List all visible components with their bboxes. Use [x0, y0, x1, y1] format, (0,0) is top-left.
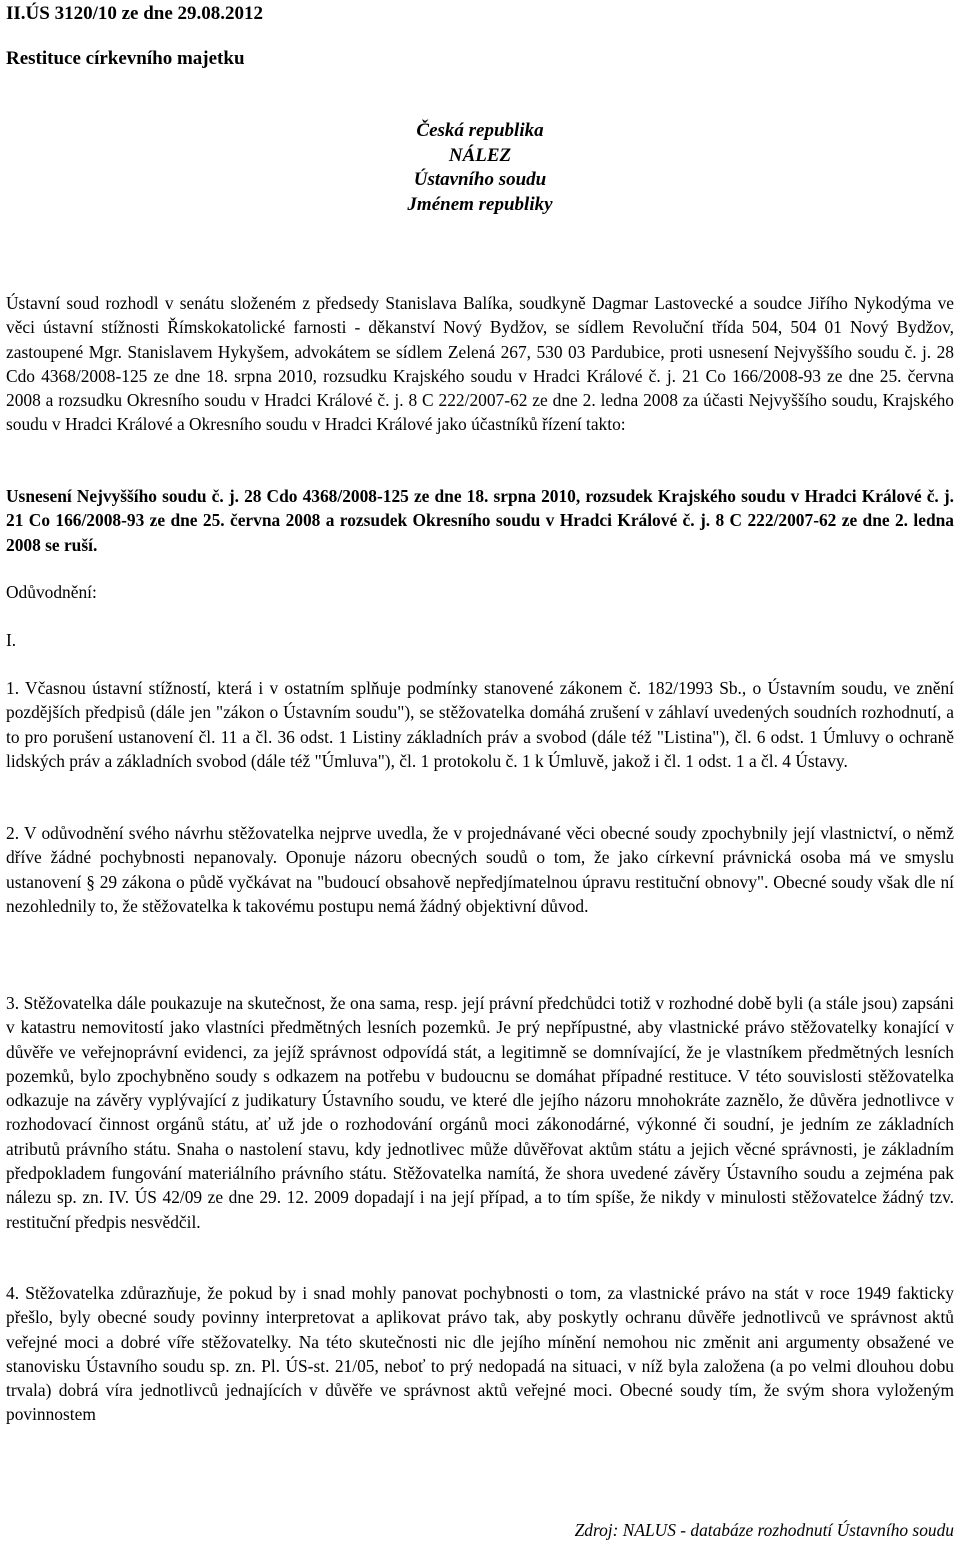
case-reference: II.ÚS 3120/10 ze dne 29.08.2012 [6, 3, 264, 24]
heading-country: Česká republika [416, 120, 544, 141]
verdict-paragraph: Usnesení Nejvyššího soudu č. j. 28 Cdo 4368/2008-125 ze dne 18. srpna 2010, rozsudek Krajského soudu v Hradci Králové č. j. 21 Co 166/2008-93 ze dne 25. června 2008 a rozsudek Okresního soudu v Hradci Králové č. j. 8 C 222/2007-62 ze dne 2. ledna 2008 se ruší. [6, 486, 954, 555]
document-title: Restituce církevního majetku [6, 48, 245, 69]
ruling-heading [6, 119, 954, 217]
intro-paragraph: Ústavní soud rozhodl v senátu složeném z předsedy Stanislava Balíka, soudkyně Dagmar Lastovecké a soudce Jiřího Nykodýma ve věci ústavní stížnosti Římskokatolické farnosti - děkanství Nový Bydžov, se sídlem Revoluční třída 504, 504 01 Nový Bydžov, zastoupené Mgr. Stanislavem Hykyšem, advokátem se sídlem Zelená 267, 530 03 Pardubice, proti usnesení Nejvyššího soudu č. j. 28 Cdo 4368/2008-125 ze dne 18. srpna 2010, rozsudku Krajského soudu v Hradci Králové č. j. 21 Co 166/2008-93 ze dne 25. června 2008 a rozsudku Okresního soudu v Hradci Králové č. j. 8 C 222/2007-62 ze dne 2. ledna 2008 za účasti Nejvyššího soudu, Krajského soudu v Hradci Králové a Okresního soudu v Hradci Králové jako účastníků řízení takto: [6, 293, 954, 435]
source-footer: Zdroj: NALUS - databáze rozhodnutí Ústavního soudu [574, 1520, 954, 1540]
heading-type: NÁLEZ [448, 144, 512, 166]
document-page [6, 0, 954, 1545]
paragraph-1: 1. Včasnou ústavní stížností, která i v ostatním splňuje podmínky stanovené zákonem č. 182/1993 Sb., o Ústavním soudu, ve znění pozdějších předpisů (dále jen "zákon o Ústavním soudu"), se stěžovatelka domáhá zrušení v záhlaví uvedených soudních rozhodnutí, a to pro porušení ustanovení čl. 11 a čl. 36 odst. 1 Listiny základních práv a svobod (dále též "Listina"), čl. 6 odst. 1 Úmluvy o ochraně lidských práv a základních svobod (dále též "Úmluva"), čl. 1 protokolu č. 1 k Úmluvě, jakož i čl. 1 odst. 1 a čl. 4 Ústavy. [6, 678, 954, 771]
paragraph-4: 4. Stěžovatelka zdůrazňuje, že pokud by i snad mohly panovat pochybnosti o tom, za vlastnické právo na stát v roce 1949 fakticky přešlo, byly obecné soudy povinny interpretovat a aplikovat právo tak, aby poskytly ochranu důvěře jednotlivců ve správnost aktů veřejné moci a dobré víře stěžovatelky. Na této skutečnosti nic dle jejího mínění nemohou nic změnit ani argumenty obsažené ve stanovisku Ústavního soudu sp. zn. Pl. ÚS-st. 21/05, neboť to prý nedopadá na situaci, v níž byla založena (a po velmi dlouhou dobu trvala) dobrá víra jednotlivců jednajících v důvěře ve správnost aktů veřejné moci. Obecné soudy tím, že svým shora vyloženým povinnostem [6, 1283, 954, 1425]
paragraph-3: 3. Stěžovatelka dále poukazuje na skutečnost, že ona sama, resp. její právní předchůdci totiž v rozhodné době byli (a stále jsou) zapsáni v katastru nemovitostí jako vlastníci předmětných lesních pozemků. Je prý nepřípustné, aby vlastnické právo stěžovatelky konající v důvěře ve veřejnoprávní evidenci, za jejíž správnost odpovídá stát, a legitimně se domnívající, že je vlastníkem předmětných lesních pozemků, bylo zpochybněno soudy s odkazem na potřebu v budoucnu se domáhat případné restituce. V této souvislosti stěžovatelka odkazuje na závěry vyplývající z judikatury Ústavního soudu, ve které dle jejího názoru mnohokráte zaznělo, že důvěra jednotlivce v rozhodovací činnost orgánů státu, ať už jde o rozhodování orgánů moci zákonodárné, výkonné či soudní, je jedním ze základních atributů právního státu. Snaha o nastolení stavu, kdy jednotlivec může důvěřovat aktům státu a jejich věcné správnosti, je základním předpokladem fungování materiálního právního státu. Stěžovatelka namítá, že shora uvedené závěry Ústavního soudu a zejména pak nálezu sp. zn. IV. ÚS 42/09 ze dne 29. 12. 2009 dopadají i na její případ, a to tím spíše, že nikdy v minulosti stěžovatelce žádný tzv. restituční předpis nesvědčil. [6, 993, 954, 1232]
heading-court: Ústavního soudu [413, 169, 547, 190]
paragraph-2: 2. V odůvodnění svého návrhu stěžovatelka nejprve uvedla, že v projednávané věci obecné soudy zpochybnily její vlastnictví, o němž dříve žádné pochybnosti nepanovaly. Oponuje názoru obecných soudů o tom, že jako církevní právnická osoba má ve smyslu ustanovení § 29 zákona o půdě vyčkávat na "budoucí obsahově nepředjímatelnou úpravu restituční obnovy". Obecné soudy však dle ní nezohlednily to, že stěžovatelka k takovému postupu nemá žádný objektivní důvod. [6, 823, 954, 916]
section-label: I. [6, 630, 17, 650]
reasoning-label: Odůvodnění: [6, 582, 97, 602]
heading-republic: Jménem republiky [407, 193, 553, 215]
